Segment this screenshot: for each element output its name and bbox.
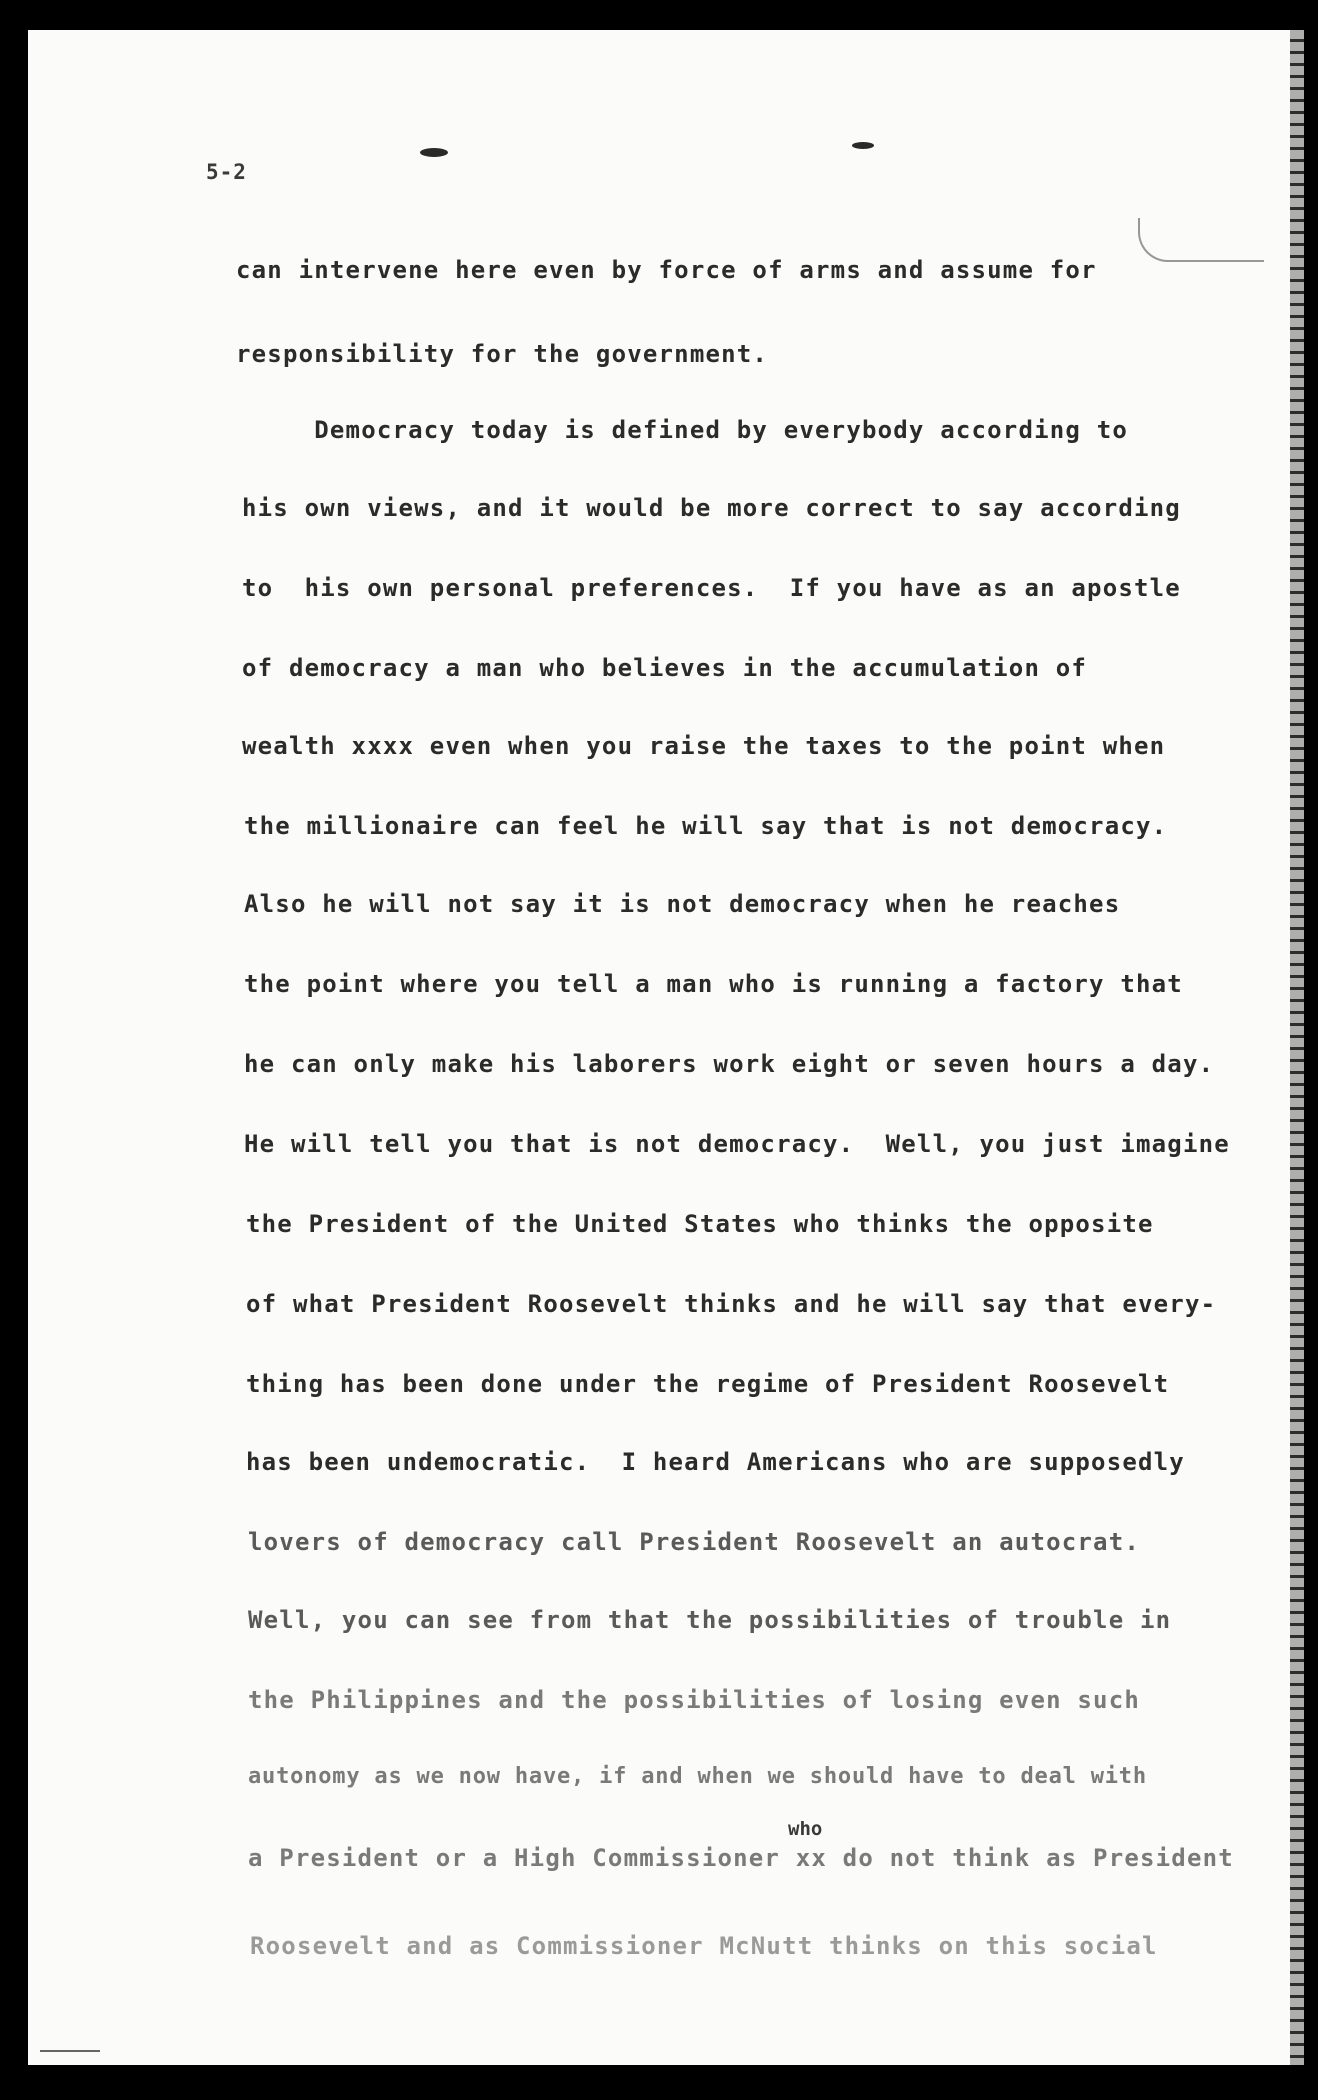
text-line: the Philippines and the possibilities of losing even such [248,1686,1141,1714]
text-line: to his own personal preferences. If you have as an apostle [242,574,1181,602]
text-line: lovers of democracy call President Roosevelt an autocrat. [248,1528,1141,1556]
text-line: autonomy as we now have, if and when we should have to deal with [248,1764,1147,1789]
text-line: of democracy a man who believes in the accumulation of [242,654,1088,682]
text-line: his own views, and it would be more correct to say according [242,494,1181,522]
margin-pencil-mark [1138,218,1264,262]
text-line: he can only make his laborers work eight or seven hours a day. [244,1050,1215,1078]
text-line: He will tell you that is not democracy. Well, you just imagine [244,1130,1230,1158]
text-line: Also he will not say it is not democracy when he reaches [244,890,1121,918]
ink-smudge [420,148,448,157]
page-edge-binding [1290,30,1304,2065]
text-line: Roosevelt and as Commissioner McNutt thinks on this social [250,1932,1158,1960]
ink-smudge [852,142,874,149]
interlinear-insert: who [788,1818,823,1840]
text-line: wealth xxxx even when you raise the taxes to the point when [242,732,1166,760]
text-line: the millionaire can feel he will say that is not democracy. [244,812,1168,840]
text-line: Democracy today is defined by everybody according to [236,416,1129,444]
document-page [28,30,1290,2065]
text-line: the point where you tell a man who is running a factory that [244,970,1183,998]
text-line: Well, you can see from that the possibilities of trouble in [248,1606,1172,1634]
text-line: responsibility for the government. [236,340,769,368]
text-line: of what President Roosevelt thinks and he will say that every- [246,1290,1217,1318]
text-line: the President of the United States who thinks the opposite [246,1210,1154,1238]
text-line: has been undemocratic. I heard Americans who are supposedly [246,1448,1185,1476]
text-line: a President or a High Commissioner xx do not think as President [248,1844,1234,1872]
bottom-edge-mark [40,2050,100,2052]
text-line: thing has been done under the regime of President Roosevelt [246,1370,1170,1398]
page-number: 5-2 [206,160,247,184]
text-line: can intervene here even by force of arms and assume for [236,256,1097,284]
